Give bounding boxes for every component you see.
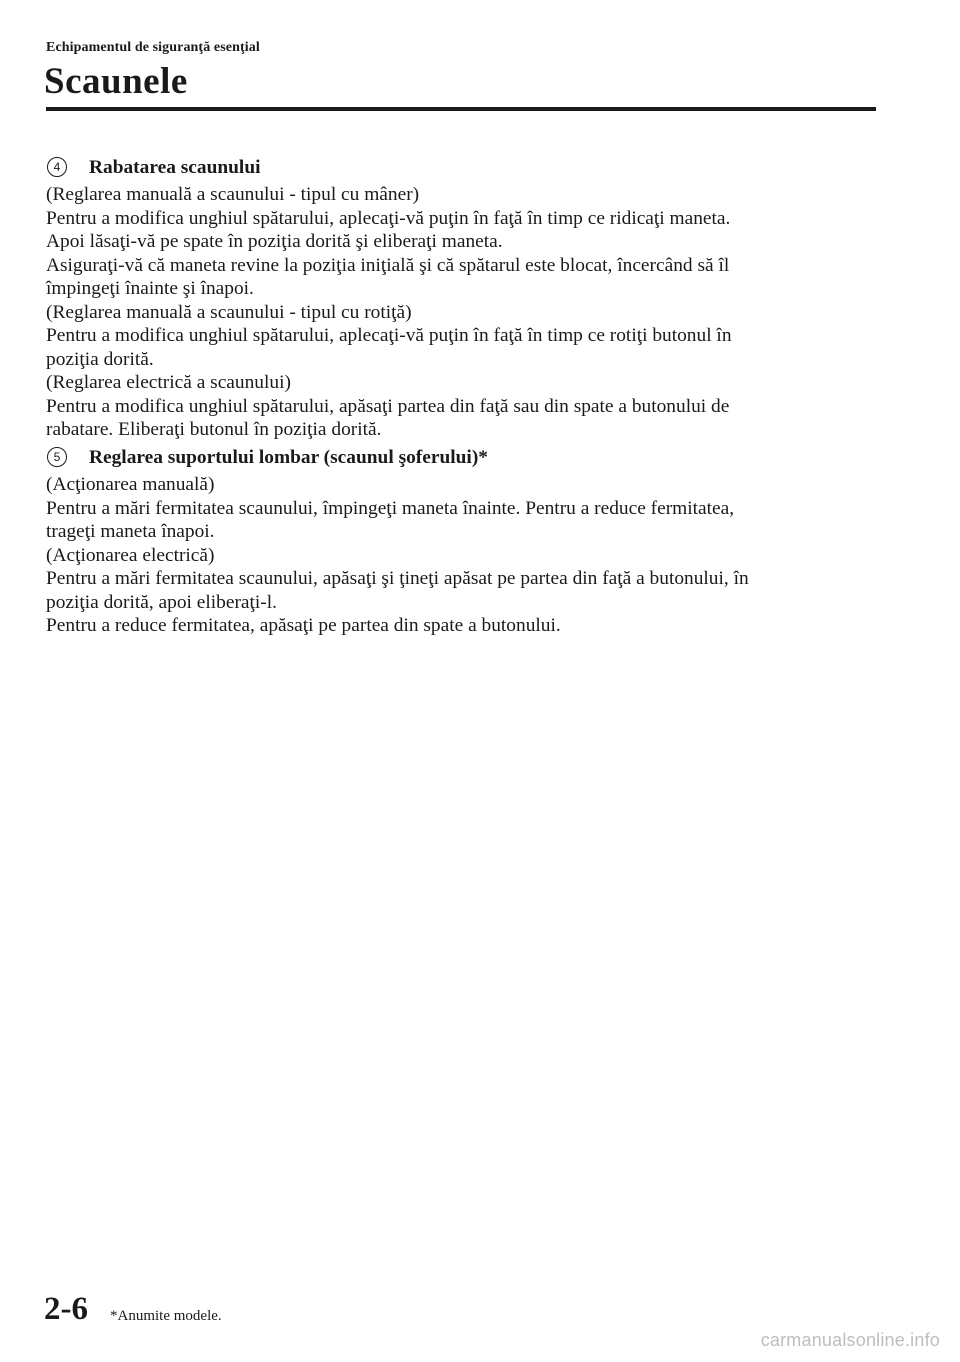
section-heading [46, 444, 886, 472]
paragraph-line: rabatare. Eliberaţi butonul în poziţia dorită. [46, 419, 382, 441]
paragraph-line: Pentru a mări fermitatea scaunului, împingeţi maneta înainte. Pentru a reduce fermitatea, [46, 497, 735, 519]
paragraph-line: Pentru a modifica unghiul spătarului, apăsaţi partea din faţă sau din spate a butonului de [46, 395, 730, 417]
circled-number-icon: 4 [47, 157, 67, 177]
paragraph-line: (Reglarea manuală a scaunului - tipul cu rotiţă) [46, 301, 412, 323]
section-heading-text: Rabatarea scaunului [89, 157, 261, 178]
paragraph-line: poziţia dorită, apoi eliberaţi-l. [46, 591, 277, 613]
paragraph-line: (Acţionarea manuală) [46, 474, 215, 496]
circled-number-icon: 5 [47, 447, 67, 467]
page-number: 2-6 [44, 1291, 88, 1327]
paragraph-line: Pentru a reduce fermitatea, apăsaţi pe partea din spate a butonului. [46, 615, 561, 637]
section-heading-text: Reglarea suportului lombar (scaunul şoferului)* [89, 447, 488, 469]
paragraph-line: Pentru a modifica unghiul spătarului, aplecaţi-vă puţin în faţă în timp ce ridicaţi maneta. [46, 207, 731, 229]
paragraph-line: împingeţi înainte şi înapoi. [46, 278, 254, 300]
paragraph-line: trageţi maneta înapoi. [46, 521, 215, 543]
paragraph-line: poziţia dorită. [46, 348, 154, 370]
watermark-text: carmanualsonline.info [760, 1330, 940, 1350]
paragraph-line: Pentru a modifica unghiul spătarului, aplecaţi-vă puţin în faţă în timp ce rotiţi butonul în [46, 325, 732, 347]
paragraph-line: Asiguraţi-vă că maneta revine la poziţia iniţială şi că spătarul este blocat, încercând să îl [46, 254, 730, 276]
paragraph-line: (Reglarea manuală a scaunului - tipul cu mâner) [46, 184, 420, 205]
footnote: *Anumite modele. [110, 1308, 222, 1324]
section-header: Echipamentul de siguranţă esenţial [46, 40, 260, 55]
paragraph-line: Apoi lăsaţi-vă pe spate în poziţia dorită şi eliberaţi maneta. [46, 231, 503, 253]
page-title: Scaunele [44, 61, 188, 102]
page-content [46, 157, 886, 638]
title-rule [46, 107, 876, 111]
paragraph-line: (Reglarea electrică a scaunului) [46, 372, 291, 394]
paragraph-line: Pentru a mări fermitatea scaunului, apăsaţi şi ţineţi apăsat pe partea din faţă a butonului, în [46, 568, 749, 590]
paragraph-line: (Acţionarea electrică) [46, 544, 215, 566]
section-heading [46, 154, 886, 182]
